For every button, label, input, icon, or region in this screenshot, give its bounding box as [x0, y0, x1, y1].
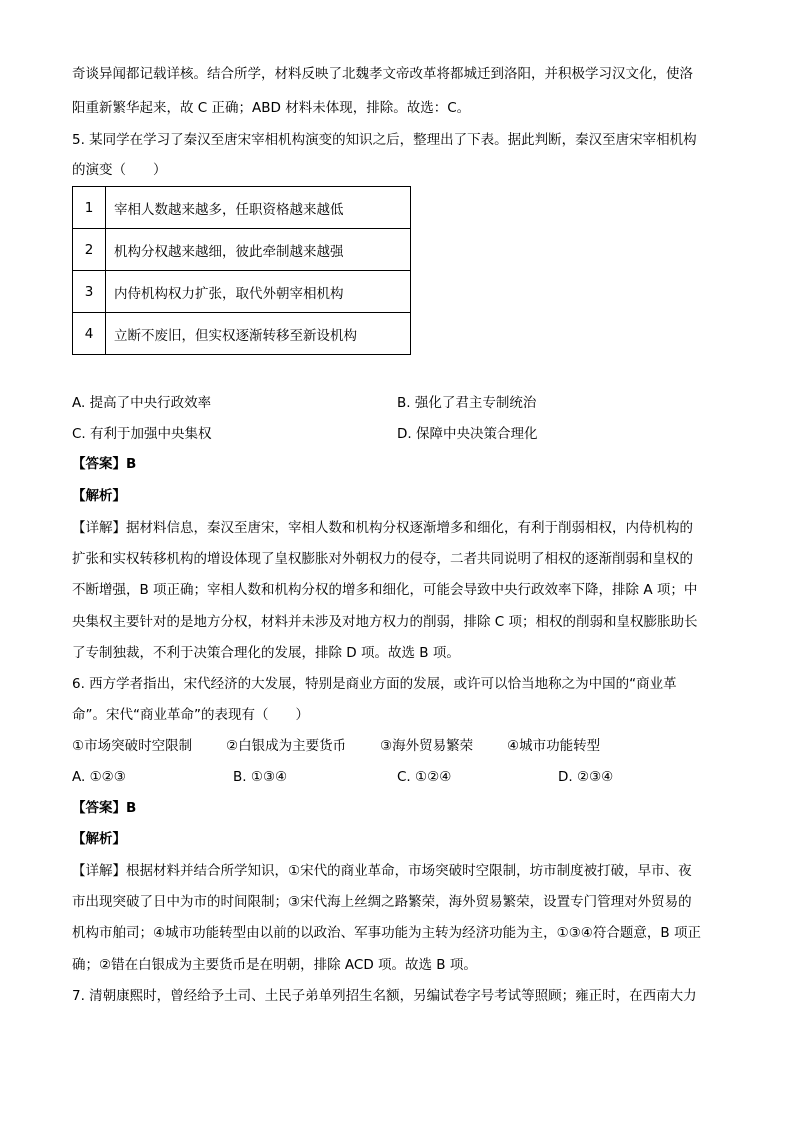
q5-analysis-label: 【解析】 [72, 488, 126, 504]
q5-option-b: B. 强化了君主专制统治 [397, 395, 537, 411]
q6-option-d: D. ②③④ [558, 769, 614, 785]
table-cell-text: 机构分权越来越细，彼此牵制越来越强 [106, 229, 411, 271]
q5-option-d: D. 保障中央决策合理化 [397, 426, 538, 442]
q5-option-a: A. 提高了中央行政效率 [72, 395, 212, 411]
q6-answer: 【答案】B [72, 800, 137, 816]
table-cell-text: 宰相人数越来越多，任职资格越来越低 [106, 187, 411, 229]
q5-option-c: C. 有利于加强中央集权 [72, 426, 212, 442]
q5-detail-line-1: 【详解】据材料信息，秦汉至唐宋，宰相人数和机构分权逐渐增多和细化，有利于削弱相权，内侍机构的 [72, 520, 693, 536]
q6-item-2: ②白银成为主要货币 [226, 738, 347, 754]
table-cell-num: 1 [73, 187, 106, 229]
intro-line-2: 阳重新繁华起来，故 C 正确；ABD 材料未体现，排除。故选：C。 [72, 100, 471, 116]
table-row [73, 271, 411, 313]
q5-detail-line-5: 了专制独裁，不利于决策合理化的发展，排除 D 项。故选 B 项。 [72, 645, 460, 661]
q5-answer: 【答案】B [72, 456, 137, 472]
table-row [73, 229, 411, 271]
table-row [73, 187, 411, 229]
intro-line-1: 奇谈异闻都记载详核。结合所学，材料反映了北魏孝文帝改革将都城迁到洛阳，并积极学习汉文化，使洛 [72, 66, 693, 82]
table-cell-text: 内侍机构权力扩张，取代外朝宰相机构 [106, 271, 411, 313]
q6-detail-line-3: 机构市舶司；④城市功能转型由以前的以政治、军事功能为主转为经济功能为主，①③④符合题意，B 项正 [72, 925, 701, 941]
q5-detail-line-2: 扩张和实权转移机构的增设体现了皇权膨胀对外朝权力的侵夺，二者共同说明了相权的逐渐削弱和皇权的 [72, 551, 693, 567]
q6-item-3: ③海外贸易繁荣 [380, 738, 474, 754]
table-row [73, 313, 411, 355]
q6-detail-line-1: 【详解】根据材料并结合所学知识，①宋代的商业革命，市场突破时空限制，坊市制度被打破，早市、夜 [72, 863, 692, 879]
q7-stem-line-1: 7. 清朝康熙时，曾经给予土司、土民子弟单列招生名额，另编试卷字号考试等照顾；雍正时，在西南大力 [72, 988, 697, 1004]
q5-table [72, 186, 411, 355]
q6-stem-line-1: 6. 西方学者指出，宋代经济的大发展，特别是商业方面的发展，或许可以恰当地称之为中国的“商业革 [72, 676, 677, 692]
table-cell-num: 3 [73, 271, 106, 313]
q5-stem-line-2: 的演变（ ） [72, 162, 167, 178]
q6-item-1: ①市场突破时空限制 [72, 738, 193, 754]
q6-option-c: C. ①②④ [397, 769, 452, 785]
q6-item-4: ④城市功能转型 [507, 738, 601, 754]
table-cell-num: 4 [73, 313, 106, 355]
q6-option-b: B. ①③④ [233, 769, 288, 785]
q5-detail-line-4: 央集权主要针对的是地方分权，材料并未涉及对地方权力的削弱，排除 C 项；相权的削弱和皇权膨胀助长 [72, 614, 698, 630]
q6-detail-line-2: 市出现突破了日中为市的时间限制；③宋代海上丝绸之路繁荣，海外贸易繁荣，设置专门管理对外贸易的 [72, 894, 692, 910]
q6-stem-line-2: 命”。宋代“商业革命”的表现有（ ） [72, 707, 309, 723]
table-cell-text: 立断不废旧，但实权逐渐转移至新设机构 [106, 313, 411, 355]
q5-stem-line-1: 5. 某同学在学习了秦汉至唐宋宰相机构演变的知识之后，整理出了下表。据此判断，秦汉至唐宋宰相机构 [72, 132, 697, 148]
q6-analysis-label: 【解析】 [72, 831, 126, 847]
q6-option-a: A. ①②③ [72, 769, 126, 785]
table-cell-num: 2 [73, 229, 106, 271]
q5-detail-line-3: 不断增强，B 项正确；宰相人数和机构分权的增多和细化，可能会导致中央行政效率下降，排除 A 项；中 [72, 582, 698, 598]
q6-detail-line-4: 确；②错在白银成为主要货币是在明朝，排除 ACD 项。故选 B 项。 [72, 957, 477, 973]
